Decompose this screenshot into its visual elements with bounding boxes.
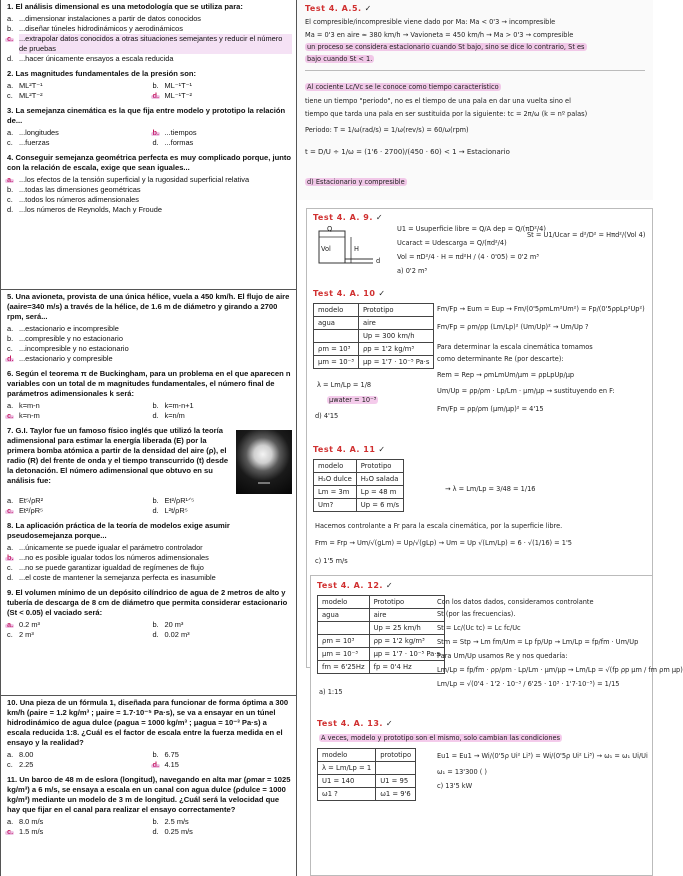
question-4: 4. Conseguir semejanza geométrica perfecta es muy complicado porque, junto con la relación de escala, exige que sean iguales... a. ...los efectos de la tensión superficial y la rugosidad superficial relativa b. ...todas las dimensiones geométricas c. ...todos los números adimensionales d. ...los números de Reynolds, Mach y Froude: [7, 153, 292, 214]
option-b: b. Et²/ρR¹ᐟ⁵: [152, 496, 195, 505]
label-q: Q: [327, 225, 333, 233]
question-11: 11. Un barco de 48 m de eslora (longitud), navegando en alta mar (ρmar = 1025 kg/m³) a 6 m/s, se ensaya a escala en un canal con agua dulce (ρdulce = 1000 kg/m³) mediante un modelo de 3 m de longitud. ¿Cuál será la velocidad que hay que fijar en el canal para realizar el ensayo correctamente? a. 8.0 m/s b. 2.5 m/s c. 1.5 m/s d. 0.25 m/s: [7, 775, 291, 836]
option-c-selected: c. 1.5 m/s: [7, 827, 44, 836]
option-a: a. 8.0 m/s: [7, 817, 44, 826]
option-a: a. 8.00: [7, 750, 34, 759]
option-c: c. 2 m³: [7, 630, 34, 639]
test-sheet: [0, 0, 297, 876]
option-b: b. ...compresible y no estacionario: [7, 334, 123, 343]
note-title: Test 4. A. 13. ✓: [317, 719, 394, 728]
option-d: d. 0.25 m/s: [152, 827, 193, 836]
question-3: 3. La semejanza cinemática es la que fija entre modelo y prototipo la relación de... a. ...longitudes b. ...tiempos c. ...fuerzas d. ...formas: [7, 106, 292, 148]
table-4a12: modelo Prototipo agua aire Up = 25 km/h ρm = 10³ ρp = 1'2 kg/m³ μm = 10⁻³ μp = 1'7 · 10⁻⁵ Pa·s fm = 6'25Hz fp = 0'4 Hz: [317, 595, 445, 674]
note-title: Test 4. A. 9. ✓: [313, 213, 384, 222]
option-c-selected: c. Et²/ρR⁵: [7, 506, 44, 515]
option-d-selected: d. 4.15: [152, 760, 179, 769]
option-d: d. k=n/m: [152, 411, 185, 420]
option-c: c. ML²T⁻²: [7, 91, 43, 100]
option-b: b. 6.75: [152, 750, 179, 759]
option-a: a. ML²T⁻¹: [7, 81, 43, 90]
question-8: 8. La aplicación práctica de la teoría de modelos exige asumir pseudosemejanza porque... a. ...únicamente se puede igualar el parámetro controlador b. ...no es posible igualar todos los números adimensionales c. ...no se puede garantizar igualdad de regímenes de flujo d. ...el coste de mantener la semejanza perfecta es inasumible: [7, 521, 292, 583]
question-5: 5. Una avioneta, provista de una única hélice, vuela a 450 km/h. El flujo de aire (aaire=340 m/s) a través de la hélice, de 1.6 m de diámetro y girando a 2700 rpm, será... a. ...estacionario e incompresible b. ...compresible y no estacionario c. ...incompresible y no estacionario d. ...estacionario y compresible: [7, 292, 292, 364]
option-a: a. k=m-n: [7, 401, 40, 410]
question-7: 7. G.I. Taylor fue un famoso físico inglés que utilizó la teoría adimensional para estimar la energía liberada (E) por la primera bomba atómica a partir de la densidad del aire (ρ), el radio (R) del frente de onda y el tiempo transcurrido (t) desde la detonación. El número adimensional que obtuvo en su análisis fue: a. Et⁵/ρR² b. Et²/ρR¹ᐟ⁵ c. Et²/ρR⁵ d. L²t/ρR⁵: [7, 426, 292, 516]
option-a-selected: a. 0.2 m³: [7, 620, 40, 629]
note-card-4a9-4a11: Test 4. A. 9. ✓ Vol H d Q U1 = Usuperficie libre = Q/A dep = Q/(πD²/4) Ucaract = Udescarga = Q/(πd²/4) Vol = πD²/4 · H = πd²H / (4 · 0'05) = 0'2 m³ St = U1/Ucar = d²/D² = Hπd²/(Vol 4) a) 0'2 m³ Test 4. A. 10 ✓ modelo Prototipo agua aire Up = 300 km/h ρm = 10³ ρp = 1'2 kg/m³ μm = 10⁻³ μp = 1'7 · 10⁻⁵ Pa·s λ = Lm/Lp = 1/8 μwater = 10⁻³ d) 4'15 Fm/Fp → Eum = Eup → Fm/(0'5ρmLm²Um²) = Fp/(0'5ρpLp²Up²) Fm/Fp = ρm/ρp (Lm/Lp)² (Um/Up)² → Um/Up ? Para determinar la escala cinemática tomamos como determinante Re (por descarte): Rem = Rep → ρmLmUm/μm = ρpLpUp/μp Um/Up = ρp/ρm · Lp/Lm · μm/μp → sustituyendo en F: Fm/Fp = ρp/ρm (μm/μp)² = 4'15 Test 4. A. 11 ✓ modelo Prototipo H₂O dulce H₂O salada Lm = 3m Lp = 48 m Um? Up = 6 m/s → λ = Lm/Lp = 3/48 = 1/16 Hacemos controlante a Fr para la escala cinemática, por la superficie libre. Frm = Frp → Um/√(gLm) = Up/√(gLp) → Um = Up √(Lm/Lp) = 6 · √(1/16) = 1'5 c) 1'5 m/s: [306, 208, 653, 668]
question-text: El análisis dimensional es una metodología que se utiliza para:: [15, 2, 243, 11]
check-icon: ✓: [375, 213, 384, 222]
label-h: H: [354, 245, 359, 253]
question-2: 2. Las magnitudes fundamentales de la presión son: a. ML²T⁻¹ b. ML⁻¹T⁻¹ c. ML²T⁻² d. ML⁻¹T⁻²: [7, 69, 292, 101]
check-icon: ✓: [378, 289, 386, 298]
label-d: d: [376, 257, 381, 265]
option-d: d. ...el coste de mantener la semejanza perfecta es inasumible: [7, 573, 216, 582]
table-4a11: modelo Prototipo H₂O dulce H₂O salada Lm = 3m Lp = 48 m Um? Up = 6 m/s: [313, 459, 404, 512]
check-icon: ✓: [378, 445, 386, 454]
table-4a13: modelo prototipo λ = Lm/Lp = 1 U1 = 140 U1 = 95 ω1 ? ω1 = 9'6: [317, 748, 416, 801]
option-d: d. 0.02 m³: [152, 630, 190, 639]
option-b: b. ...todas las dimensiones geométricas: [7, 185, 141, 194]
note-title: Test 4. A. 11 ✓: [313, 445, 386, 454]
option-c: c. ...incompresible y no estacionario: [7, 344, 129, 353]
option-b: b. 20 m³: [152, 620, 184, 629]
question-1: [7, 2, 292, 64]
table-4a10: modelo Prototipo agua aire Up = 300 km/h ρm = 10³ ρp = 1'2 kg/m³ μm = 10⁻³ μp = 1'7 · 10⁻⁵ Pa·s: [313, 303, 434, 369]
option-c-selected: c. k=n-m: [7, 411, 40, 420]
question-number: 1.: [7, 2, 14, 11]
option-a: a. Et⁵/ρR²: [7, 496, 44, 505]
note-card-4a5: Test 4. A.5. ✓ El compresible/incompresible viene dado por Ma: Ma < 0'3 → incompresible Ma = 0'3 en aire ≈ 380 km/h → Vavioneta = 450 km/h → Ma > 0'3 → compresible un proceso se considera estacionario cuando St bajo, sino se dice lo contrario, St es bajo cuando St < 1. Al cociente Lc/Vc se le conoce como tiempo característico tiene un tiempo "periodo", no es el tiempo de una pala en dar una vuelta sino el tiempo que tarda una pala en ser sustituida por la siguiente: tc = 2π/ω (k = nº palas) Periodo: T = 1/ω(rad/s) = 1/ω(rev/s) = 60/ω(rpm) t = D/U ÷ 1/ω = (1'6 · 2700)/(450 · 60) < 1 → Estacionario d) Estacionario y compresible: [297, 0, 653, 200]
option-b-selected: b. ...tiempos: [152, 128, 197, 137]
check-icon: ✓: [385, 581, 394, 590]
option-d-selected: d. ML⁻¹T⁻²: [152, 91, 193, 100]
note-title: Test 4. A.5. ✓: [305, 4, 372, 13]
question-6: 6. Según el teorema π de Buckingham, para un problema en el que aparecen n variables con un total de m magnitudes fundamentales, el número final de parámetros adimensionales k será: a. k=m-n b. k=m-n+1 c. k=n-m d. k=n/m: [7, 369, 291, 420]
option-a-selected: a. ...los efectos de la tensión superficial y la rugosidad superficial relativa: [7, 175, 250, 184]
option-d: d. ...hacer únicamente ensayos a escala reducida: [7, 54, 174, 63]
option-b: b. 2.5 m/s: [152, 817, 189, 826]
test-block-1: [0, 0, 297, 290]
option-b: b. ML⁻¹T⁻¹: [152, 81, 193, 90]
option-b-selected: b. ...no es posible igualar todos los números adimensionales: [7, 553, 209, 562]
note-card-4a12-4a13: Test 4. A. 12. ✓ modelo Prototipo agua aire Up = 25 km/h ρm = 10³ ρp = 1'2 kg/m³ μm = 10⁻³ μp = 1'7 · 10⁻⁵ Pa·s fm = 6'25Hz fp = 0'4 Hz a) 1:15 Con los datos dados, consideramos controlante St (por las frecuencias). St = Lc/(Uc tc) = Lc fc/Uc Stm = Stp → Lm fm/Um = Lp fp/Up → Lm/Lp = fp/fm · Um/Up Para Um/Up usamos Re y nos quedaría: Lm/Lp = fp/fm · ρp/ρm · Lp/Lm · μm/μp → Lm/Lp = √(fp ρp μm / fm ρm μp) Lm/Lp = √(0'4 · 1'2 · 10⁻³ / 6'25 · 10³ · 1'7·10⁻⁵) = 1/15 Test 4. A. 13. ✓ A veces, modelo y prototipo son el mismo, solo cambian las condiciones modelo prototipo λ = Lm/Lp = 1 U1 = 140 U1 = 95 ω1 ? ω1 = 9'6 Eu1 = Eu1 → Wi/(0'5ρ Ui² Li³) = Wi/(0'5ρ Ui² Li³) → ω₁ = ω₁ Ui/Ui ω₁ = 13'300 ( ) c) 13'5 kW: [310, 575, 653, 876]
option-b: b. ...diseñar túneles hidrodinámicos y aerodinámicos: [7, 24, 183, 33]
note-title: Test 4. A. 10 ✓: [313, 289, 386, 298]
option-c: c. 2.25: [7, 760, 34, 769]
option-a: a. ...longitudes: [7, 128, 59, 137]
note-title: Test 4. A. 12. ✓: [317, 581, 394, 590]
test-block-2: [0, 289, 297, 696]
label-vol: Vol: [321, 245, 331, 253]
check-icon: ✓: [364, 4, 372, 13]
option-a: a. ...únicamente se puede igualar el parámetro controlador: [7, 543, 203, 552]
check-icon: ✓: [385, 719, 394, 728]
atomic-explosion-photo: [236, 430, 292, 494]
option-d: d. ...los números de Reynolds, Mach y Froude: [7, 205, 162, 214]
question-9: 9. El volumen mínimo de un depósito cilíndrico de agua de 2 metros de alto y tubería de descarga de 8 cm de diámetro que permita considerar estacionario (St < 0.05) el vaciado será: a. 0.2 m³ b. 20 m³ c. 2 m³ d. 0.02 m³: [7, 588, 292, 640]
option-c: c. ...todos los números adimensionales: [7, 195, 139, 204]
option-d: d. ...formas: [152, 138, 194, 147]
option-c: c. ...fuerzas: [7, 138, 50, 147]
question-10: 10. Una pieza de un fórmula 1, diseñada para funcionar de forma óptima a 300 km/h (ρaire = 1.2 kg/m³ ; μaire = 1.7·10⁻⁵ Pa·s), se va a ensayar en un túnel hidrodinámico de agua dulce (ρagua = 1000 kg/m³ ; μagua = 10⁻³ Pa·s) a escala reducida 1:8. ¿Cuál es el factor de escala entre la fuerza medida en el ensayo y la realidad? a. 8.00 b. 6.75 c. 2.25 d. 4.15: [7, 698, 292, 770]
option-b: b. k=m-n+1: [152, 401, 194, 410]
option-a: a. ...estacionario e incompresible: [7, 324, 119, 333]
option-c-selected: c. ...extrapolar datos conocidos a otras situaciones semejantes y reducir el número de pruebas: [7, 34, 292, 54]
test-block-3: [0, 695, 297, 876]
option-d-selected: d. ...estacionario y compresible: [7, 354, 113, 363]
option-d: d. L²t/ρR⁵: [152, 506, 188, 515]
option-a: a. ...dimensionar instalaciones a partir de datos conocidos: [7, 14, 201, 23]
option-c: c. ...no se puede garantizar igualdad de regímenes de flujo: [7, 563, 204, 572]
